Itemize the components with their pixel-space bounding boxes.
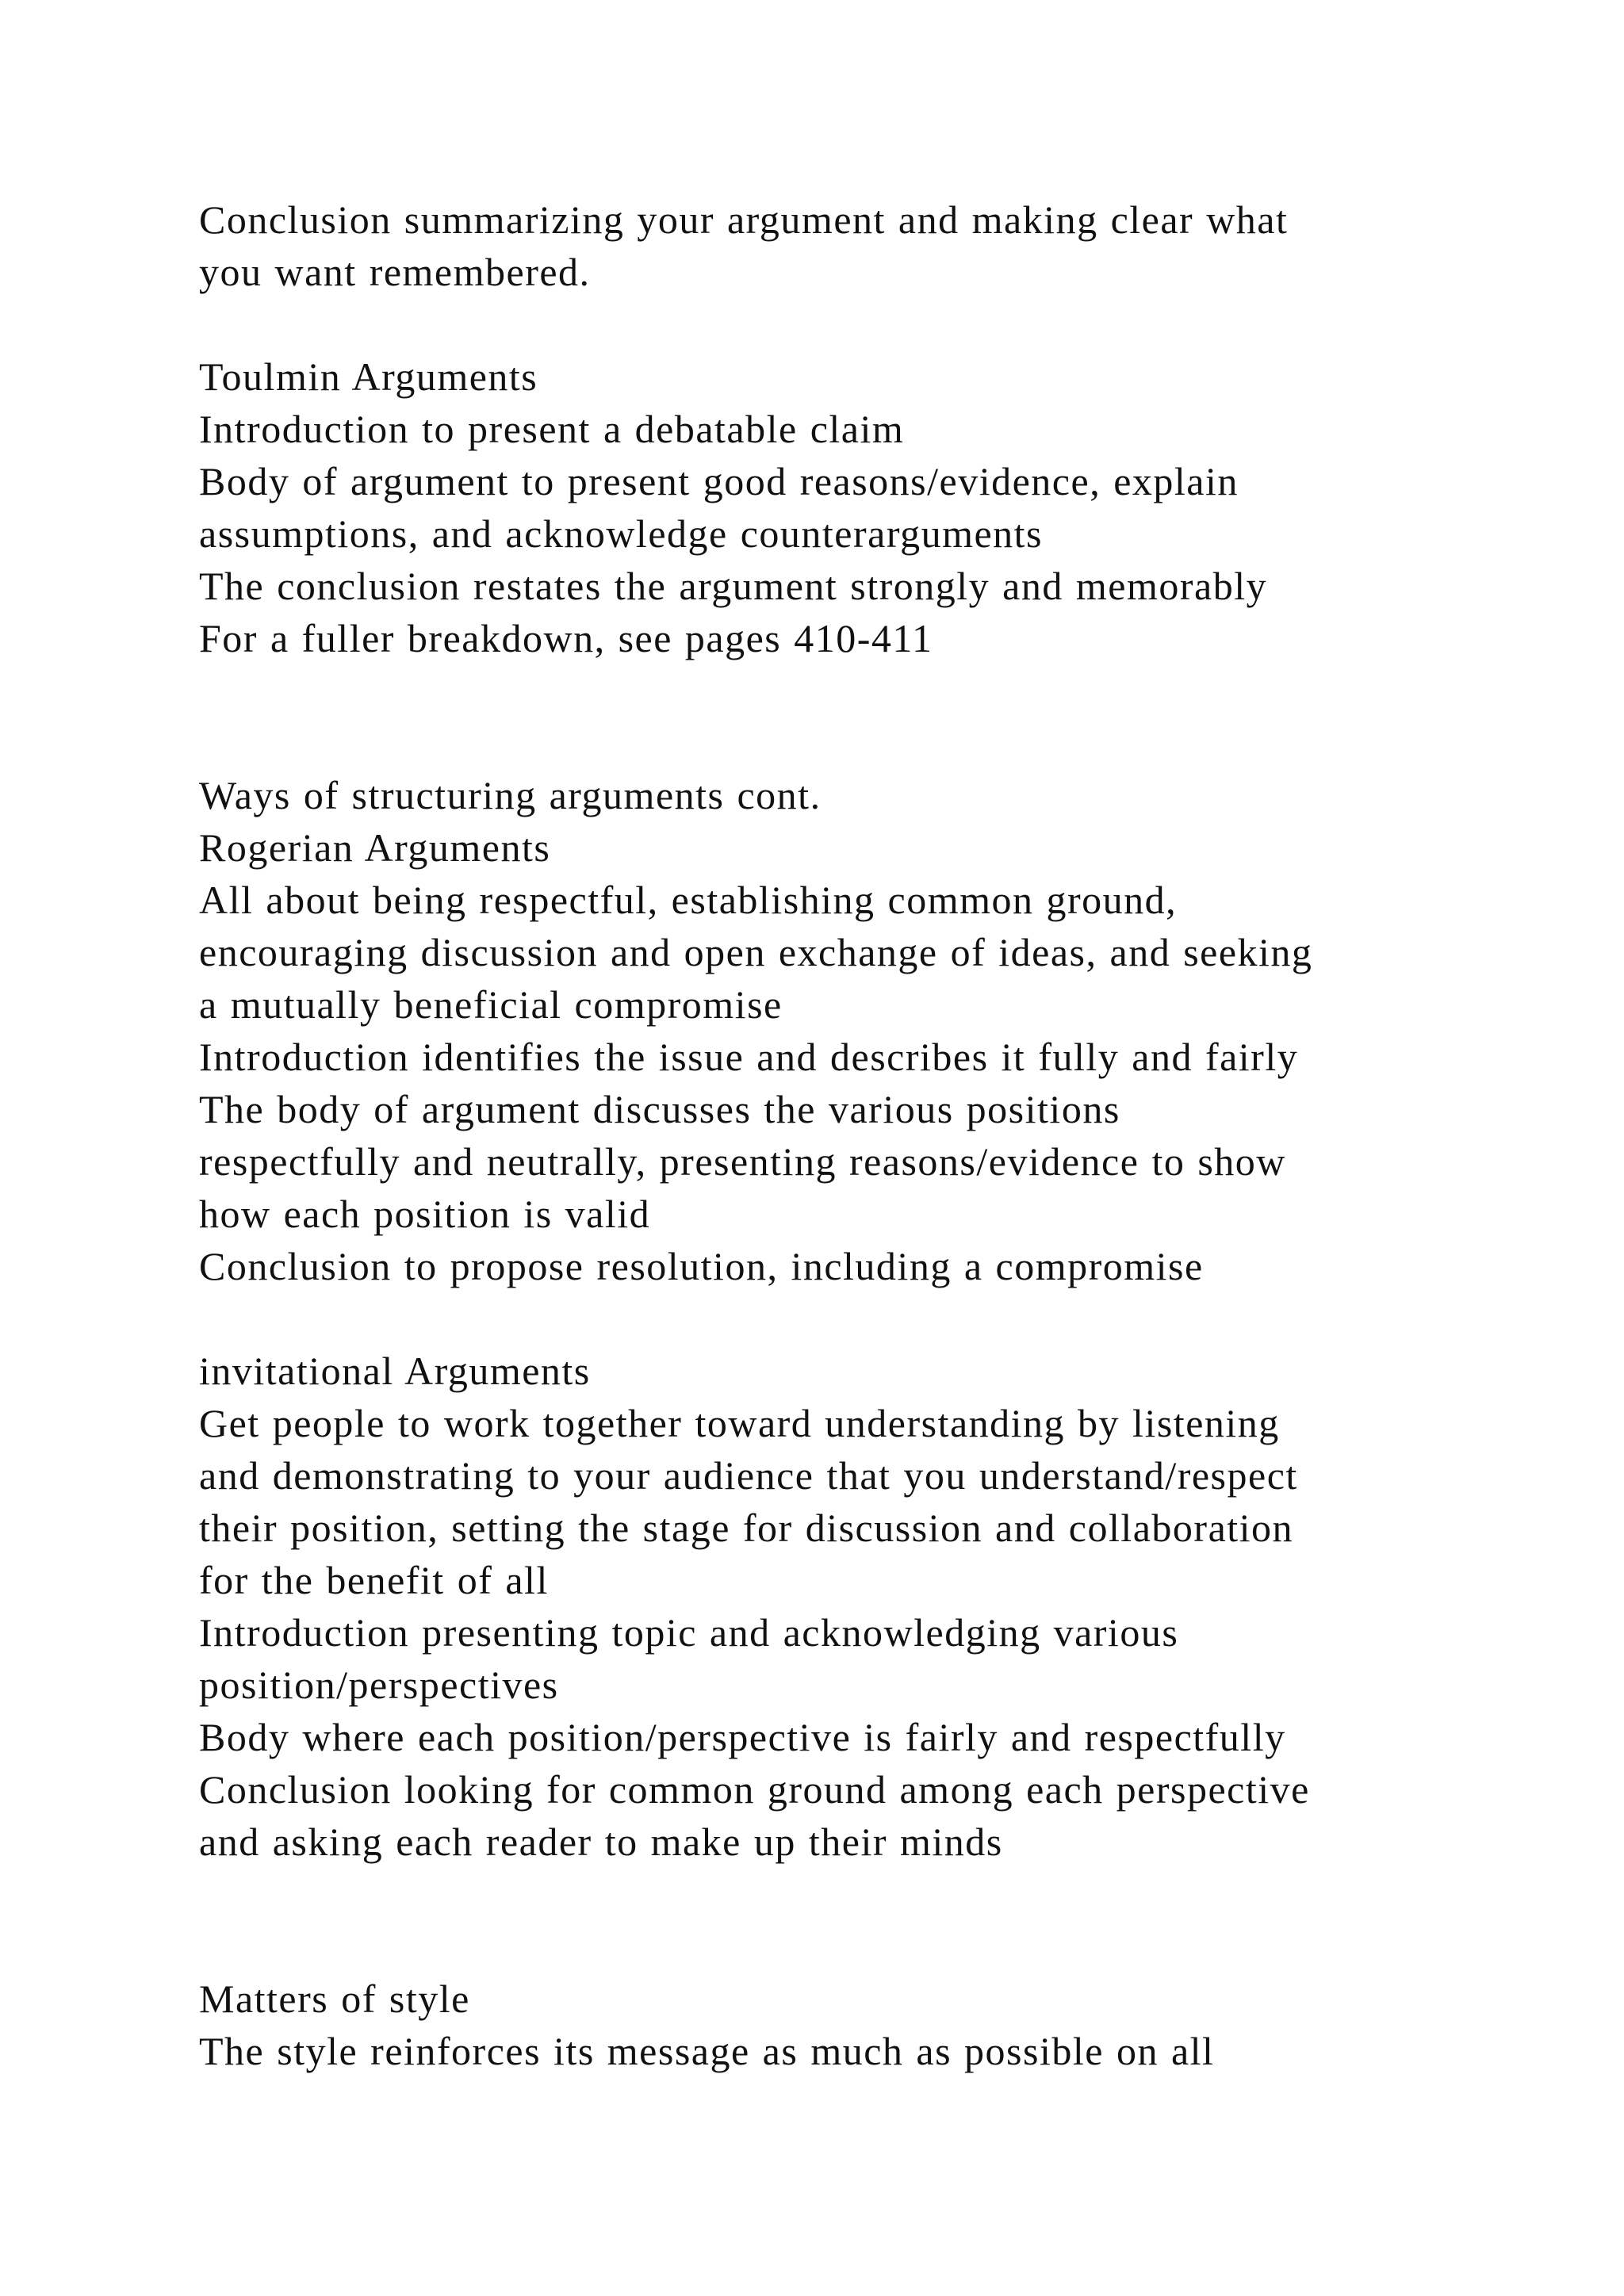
text-line: The style reinforces its message as much as possible on all bbox=[199, 2029, 1215, 2073]
text-line: you want remembered. bbox=[199, 250, 591, 294]
text-line: The body of argument discusses the various positions bbox=[199, 1087, 1120, 1131]
text-line: Conclusion summarizing your argument and making clear what bbox=[199, 197, 1289, 242]
text-line: position/perspectives bbox=[199, 1663, 559, 1707]
text-line: Introduction to present a debatable claim bbox=[199, 407, 905, 451]
document-body bbox=[199, 193, 1468, 2077]
text-line: encouraging discussion and open exchange of ideas, and seeking bbox=[199, 930, 1313, 974]
text-line: Get people to work together toward understanding by listening bbox=[199, 1401, 1280, 1445]
text-line: All about being respectful, establishing common ground, bbox=[199, 878, 1178, 922]
text-line: Conclusion to propose resolution, including a compromise bbox=[199, 1244, 1204, 1288]
text-line: Body of argument to present good reasons/evidence, explain bbox=[199, 459, 1239, 503]
section-heading-structuring: Ways of structuring arguments cont. bbox=[199, 773, 822, 817]
blank-line bbox=[199, 664, 1468, 717]
text-line: and demonstrating to your audience that you understand/respect bbox=[199, 1453, 1298, 1498]
blank-line bbox=[199, 1868, 1468, 1920]
text-line: For a fuller breakdown, see pages 410-411 bbox=[199, 616, 933, 660]
text-line: how each position is valid bbox=[199, 1192, 651, 1236]
text-line: Introduction presenting topic and acknowledging various bbox=[199, 1610, 1179, 1655]
section-heading-rogerian: Rogerian Arguments bbox=[199, 825, 551, 870]
text-line: and asking each reader to make up their minds bbox=[199, 1820, 1003, 1864]
blank-line bbox=[199, 1920, 1468, 1973]
text-line: respectfully and neutrally, presenting reasons/evidence to show bbox=[199, 1139, 1286, 1184]
blank-line bbox=[199, 717, 1468, 769]
text-line: The conclusion restates the argument strongly and memorably bbox=[199, 564, 1268, 608]
blank-line bbox=[199, 298, 1468, 350]
section-heading-toulmin: Toulmin Arguments bbox=[199, 354, 538, 399]
section-heading-style: Matters of style bbox=[199, 1976, 470, 2021]
section-heading-invitational: invitational Arguments bbox=[199, 1349, 591, 1393]
text-line: Conclusion looking for common ground among each perspective bbox=[199, 1767, 1310, 1812]
blank-line bbox=[199, 1292, 1468, 1345]
text-line: assumptions, and acknowledge counterarguments bbox=[199, 511, 1044, 556]
text-line: a mutually beneficial compromise bbox=[199, 982, 783, 1027]
text-line: for the benefit of all bbox=[199, 1558, 549, 1602]
text-line: Body where each position/perspective is fairly and respectfully bbox=[199, 1715, 1286, 1759]
text-line: Introduction identifies the issue and describes it fully and fairly bbox=[199, 1035, 1299, 1079]
text-line: their position, setting the stage for discussion and collaboration bbox=[199, 1506, 1294, 1550]
